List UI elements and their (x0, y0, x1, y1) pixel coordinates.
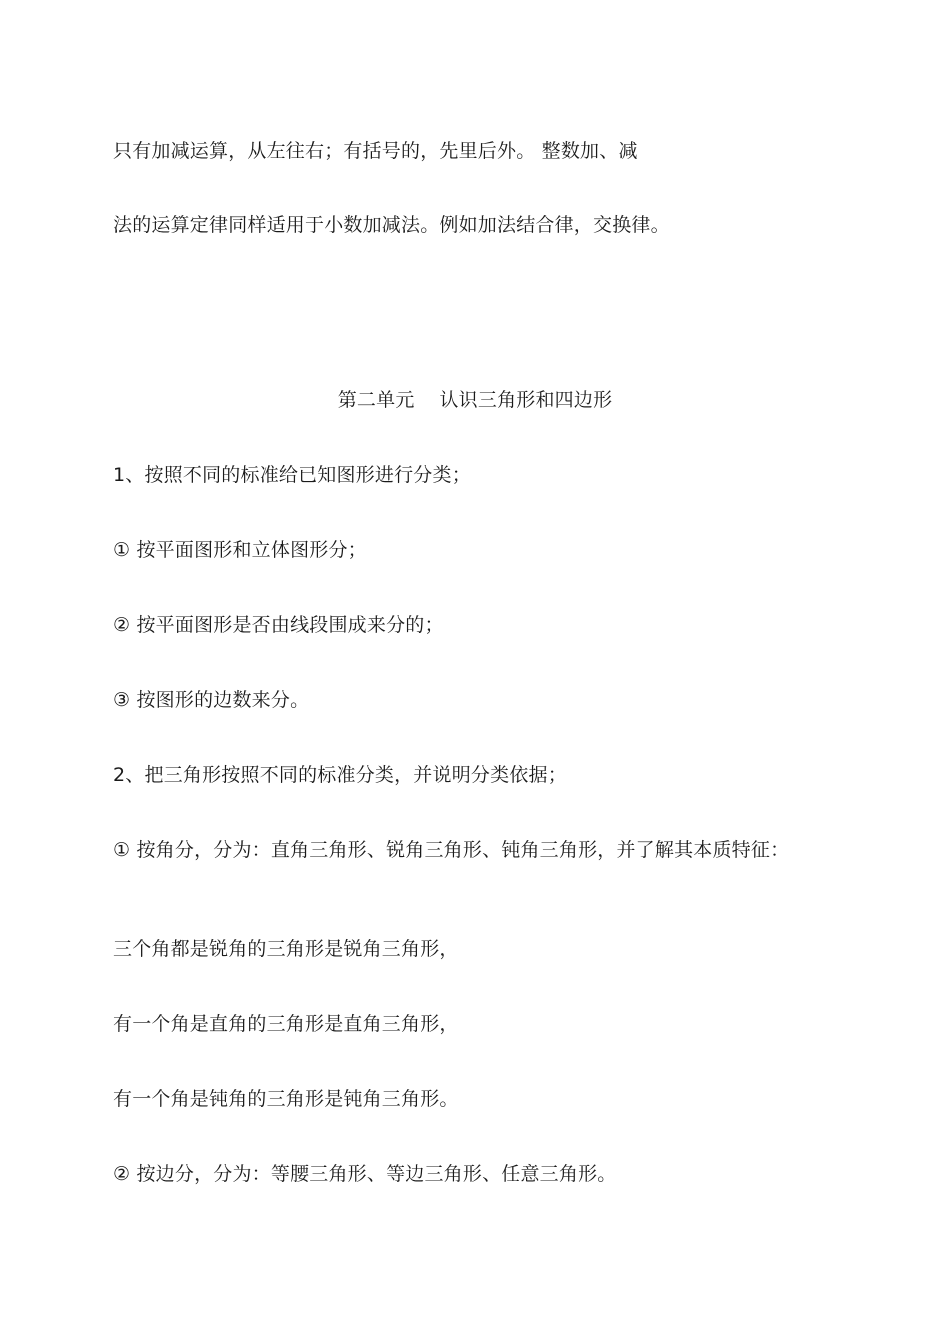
intro-line-1: 只有加减运算，从左往右；有括号的，先里后外。 整数加、减 (113, 140, 638, 162)
definition-acute: 三个角都是锐角的三角形是锐角三角形， (113, 938, 459, 960)
list-item-2b: ② 按边分，分为：等腰三角形、等边三角形、任意三角形。 (113, 1163, 617, 1185)
definition-right: 有一个角是直角的三角形是直角三角形， (113, 1013, 459, 1035)
list-item-1a: ① 按平面图形和立体图形分； (113, 539, 367, 561)
definition-obtuse: 有一个角是钝角的三角形是钝角三角形。 (113, 1088, 459, 1110)
list-item-1b: ② 按平面图形是否由线段围成来分的； (113, 614, 444, 636)
section-heading: 第二单元 认识三角形和四边形 (337, 389, 613, 411)
intro-line-2: 法的运算定律同样适用于小数加减法。例如加法结合律，交换律。 (113, 214, 670, 236)
list-item-1: 1、按照不同的标准给已知图形进行分类； (113, 464, 471, 486)
list-item-1c: ③ 按图形的边数来分。 (113, 689, 310, 711)
list-item-2a: ① 按角分，分为：直角三角形、锐角三角形、钝角三角形，并了解其本质特征： (113, 839, 790, 861)
list-item-2: 2、把三角形按照不同的标准分类，并说明分类依据； (113, 764, 567, 786)
